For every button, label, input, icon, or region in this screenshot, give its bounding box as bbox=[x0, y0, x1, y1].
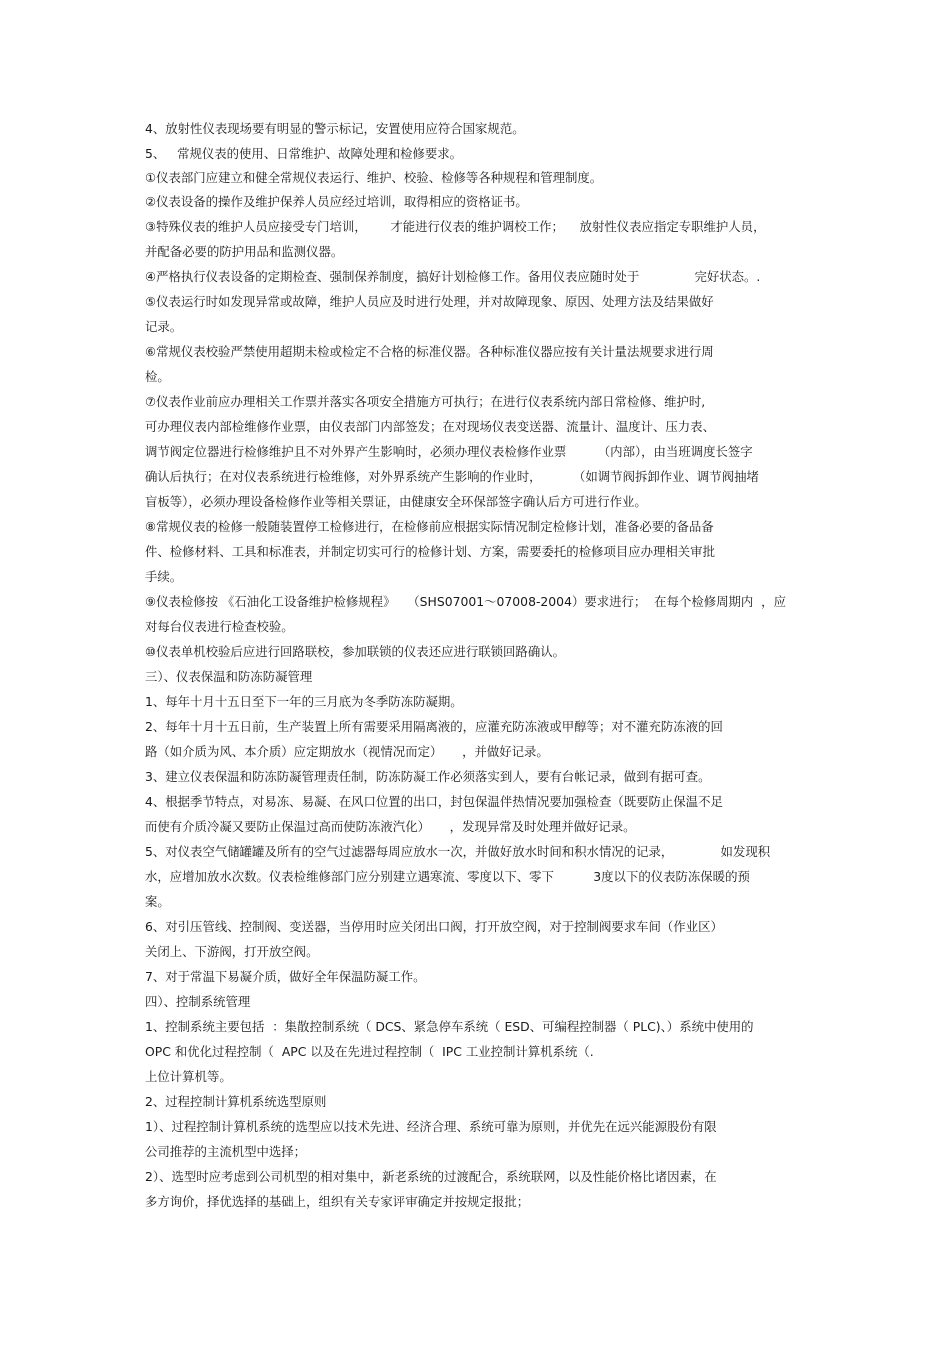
text-line: 5、对仪表空气储罐罐及所有的空气过滤器每周应放水一次，并做好放水时间和积水情况的记录， 如发现积 bbox=[145, 844, 771, 859]
text-line: ④严格执行仪表设备的定期检查、强制保养制度，搞好计划检修工作。备用仪表应随时处于 完好状态。. bbox=[145, 269, 761, 284]
text-line: 4、放射性仪表现场要有明显的警示标记，安置使用应符合国家规范。 bbox=[145, 121, 525, 136]
text-line: 路（如介质为风、本介质）应定期放水（视情况而定） ，并做好记录。 bbox=[145, 744, 549, 759]
text-line: 2）、选型时应考虑到公司机型的相对集中，新老系统的过渡配合，系统联网，以及性能价格比诸因素，在 bbox=[145, 1169, 717, 1184]
text-line: 关闭上、下游阀，打开放空阀。 bbox=[145, 944, 319, 959]
text-line: ③特殊仪表的维护人员应接受专门培训， 才能进行仪表的维护调校工作； 放射性仪表应指定专职维护人员， bbox=[145, 219, 766, 234]
text-line: 5、 常规仪表的使用、日常维护、故障处理和检修要求。 bbox=[145, 146, 463, 161]
text-line: 件、检修材料、工具和标准表，并制定切实可行的检修计划、方案，需要委托的检修项目应办理相关审批 bbox=[145, 544, 715, 559]
text-line: OPC 和优化过程控制（ APC 以及在先进过程控制（ IPC 工业控制计算机系统（. bbox=[145, 1044, 594, 1059]
text-line: 多方询价，择优选择的基础上，组织有关专家评审确定并按规定报批； bbox=[145, 1194, 530, 1209]
text-line: 上位计算机等。 bbox=[145, 1069, 232, 1084]
text-line: ②仪表设备的操作及维护保养人员应经过培训，取得相应的资格证书。 bbox=[145, 194, 528, 209]
text-line: 可办理仪表内部检维修作业票，由仪表部门内部签发；在对现场仪表变送器、流量计、温度计、压力表、 bbox=[145, 419, 715, 434]
text-line: 检。 bbox=[145, 369, 170, 384]
text-line: 而使有介质冷凝又要防止保温过高而使防冻液汽化） ，发现异常及时处理并做好记录。 bbox=[145, 819, 636, 834]
text-line: 调节阀定位器进行检修维护且不对外界产生影响时，必须办理仪表检修作业票 （内部），由当班调度长签字 bbox=[145, 444, 753, 459]
text-line: 1、控制系统主要包括 ：集散控制系统（ DCS、紧急停车系统（ ESD、可编程控制器（ PLC)、）系统中使用的 bbox=[145, 1019, 754, 1034]
text-line: ⑤仪表运行时如发现异常或故障，维护人员应及时进行处理，并对故障现象、原因、处理方法及结果做好 bbox=[145, 294, 714, 309]
text-line: 手续。 bbox=[145, 569, 183, 584]
text-line: 6、对引压管线、控制阀、变送器，当停用时应关闭出口阀，打开放空阀，对于控制阀要求车间（作业区） bbox=[145, 919, 723, 934]
text-line: ⑨仪表检修按 《石油化工设备维护检修规程》 （SHS07001～07008-2004）要求进行； 在每个检修周期内 ，应 bbox=[145, 594, 786, 609]
text-line: ①仪表部门应建立和健全常规仪表运行、维护、校验、检修等各种规程和管理制度。 bbox=[145, 170, 603, 185]
text-line: ⑦仪表作业前应办理相关工作票并落实各项安全措施方可执行；在进行仪表系统内部日常检修、维护时, bbox=[145, 394, 706, 409]
text-line: 4、根据季节特点，对易冻、易凝、在风口位置的出口，封包保温伴热情况要加强检查（既要防止保温不足 bbox=[145, 794, 723, 809]
text-line: 确认后执行；在对仪表系统进行检维修，对外界系统产生影响的作业时， （如调节阀拆卸作业、调节阀抽堵 bbox=[145, 469, 759, 484]
text-line: 对每台仪表进行检查校验。 bbox=[145, 619, 294, 634]
text-line: 7、对于常温下易凝介质，做好全年保温防凝工作。 bbox=[145, 969, 426, 984]
text-line: 案。 bbox=[145, 894, 170, 909]
text-line: 3、建立仪表保温和防冻防凝管理责任制，防冻防凝工作必须落实到人，要有台帐记录，做到有据可查。 bbox=[145, 769, 711, 784]
text-line: 2、每年十月十五日前，生产装置上所有需要采用隔离液的，应灌充防冻液或甲醇等；对不灌充防冻液的回 bbox=[145, 719, 723, 734]
text-line: 1）、过程控制计算机系统的选型应以技术先进、经济合理、系统可靠为原则，并优先在远兴能源股份有限 bbox=[145, 1119, 717, 1134]
text-line: 2、过程控制计算机系统选型原则 bbox=[145, 1094, 327, 1109]
text-line: 并配备必要的防护用品和监测仪器。 bbox=[145, 244, 344, 259]
text-line: 1、每年十月十五日至下一年的三月底为冬季防冻防凝期。 bbox=[145, 694, 463, 709]
section-heading: 三）、仪表保温和防冻防凝管理 bbox=[145, 669, 313, 684]
text-line: 盲板等），必须办理设备检修作业等相关票证，由健康安全环保部签字确认后方可进行作业。 bbox=[145, 494, 647, 509]
text-line: ⑧常规仪表的检修一般随装置停工检修进行，在检修前应根据实际情况制定检修计划，准备必要的备品备 bbox=[145, 519, 714, 534]
section-heading: 四）、控制系统管理 bbox=[145, 994, 251, 1009]
text-line: 记录。 bbox=[145, 319, 183, 334]
text-line: ⑥常规仪表校验严禁使用超期未检或检定不合格的标准仪器。各种标准仪器应按有关计量法规要求进行周 bbox=[145, 344, 714, 359]
text-line: 公司推荐的主流机型中选择； bbox=[145, 1144, 307, 1159]
text-line: 水，应增加放水次数。仪表检维修部门应分别建立遇寒流、零度以下、零下 3度以下的仪表防冻保暖的预 bbox=[145, 869, 750, 884]
text-line: ⑩仪表单机校验后应进行回路联校，参加联锁的仪表还应进行联锁回路确认。 bbox=[145, 644, 565, 659]
